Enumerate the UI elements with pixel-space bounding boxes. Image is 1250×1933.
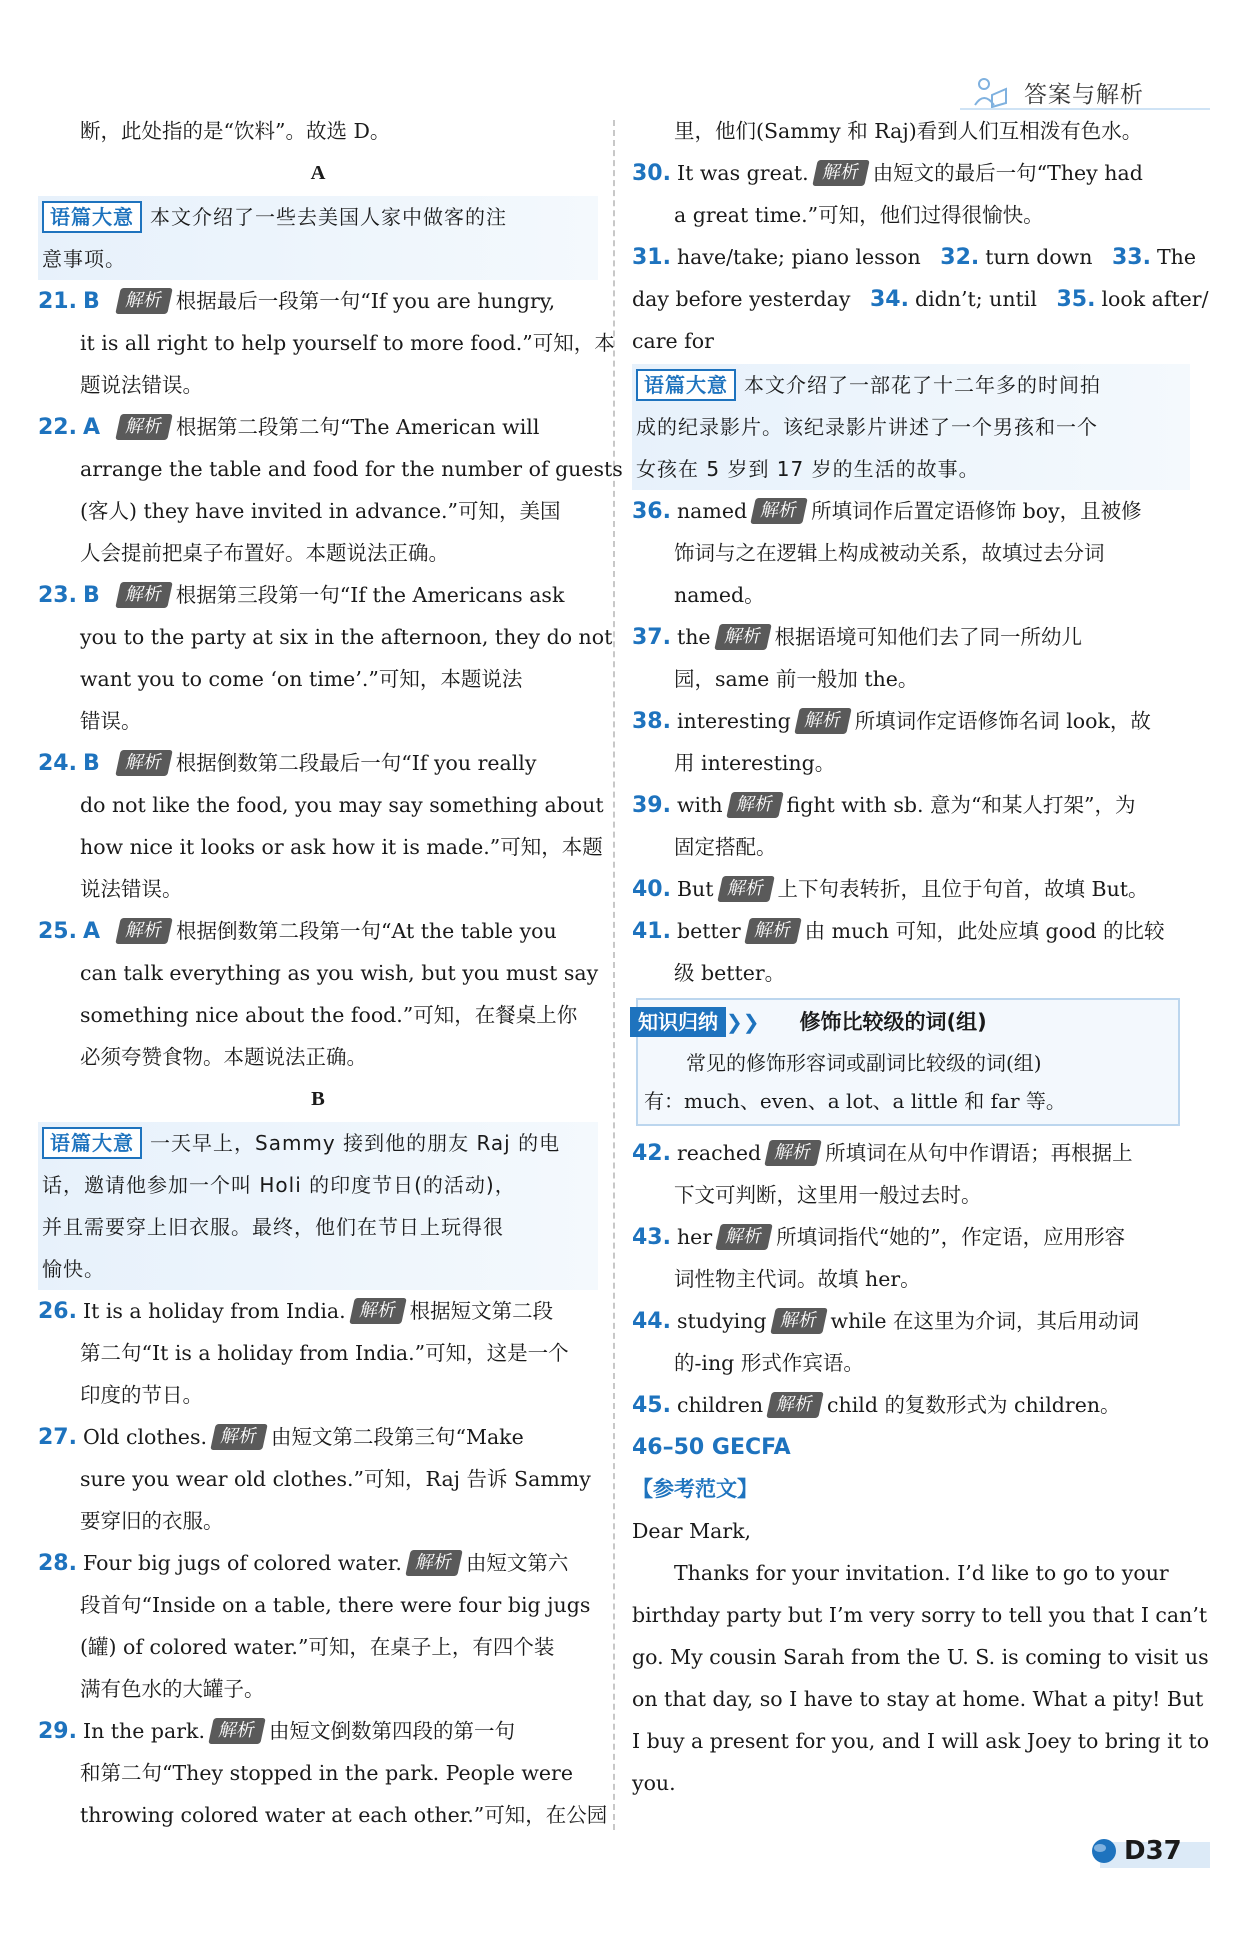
question-37: 37. the 解析 根据语境可知他们去了同一所幼儿 园，same 前一般加 the。 (632, 625, 1083, 691)
gist-badge: 语篇大意 (42, 1127, 142, 1159)
question-25: 25. A 解析 根据倒数第二段第一句“At the table you can talk everything as you wish, but you must say something nice about the food.”可知，在餐桌上你 必须夸赞食物。本题说法正确。 (38, 919, 599, 1069)
question-39: 39. with 解析 fight with sb. 意为“和某人打架”，为 固定搭配。 (632, 793, 1136, 859)
questions-31-35: 31. have/take; piano lesson 32. turn down 33. The day before yesterday 34. didn’t; until 35. look after/ care for (632, 245, 1209, 353)
questions-46-50: 46–50 GECFA (632, 1435, 791, 1460)
analysis-tag: 解析 (349, 1298, 407, 1324)
question-38: 38. interesting 解析 所填词作定语修饰名词 look，故 用 interesting。 (632, 709, 1151, 775)
analysis-tag: 解析 (405, 1550, 463, 1576)
analysis-tag: 解析 (115, 750, 173, 776)
question-36: 36. named 解析 所填词作后置定语修饰 boy，且被修 饰词与之在逻辑上构成被动关系，故填过去分词 named。 (632, 499, 1142, 607)
analysis-tag: 解析 (750, 498, 808, 524)
question-29: 29. In the park. 解析 由短文倒数第四段的第一句 和第二句“They stopped in the park. People were throwing colored water at each other.”可知，在公园 (38, 1719, 608, 1827)
analysis-tag: 解析 (115, 918, 173, 944)
analysis-tag: 解析 (726, 792, 784, 818)
analysis-tag: 解析 (115, 582, 173, 608)
knowledge-summary-box: 知识归纳 ❯❯ 修饰比较级的词(组) 常见的修饰形容词或副词比较级的词(组) 有：much、even、a lot、a little 和 far 等。 (636, 998, 1180, 1126)
question-27: 27. Old clothes. 解析 由短文第二段第三句“Make sure you wear old clothes.”可知，Raj 告诉 Sammy 要穿旧的衣服。 (38, 1425, 591, 1533)
knowledge-tag: 知识归纳 (630, 1007, 726, 1037)
section-a-heading: A (310, 162, 326, 184)
question-28: 28. Four big jugs of colored water. 解析 由短文第六 段首句“Inside on a table, there were four big jugs (罐) of colored water.”可知，在桌子上，有四个装 满有色水的大罐子。 (38, 1551, 591, 1701)
question-44: 44. studying 解析 while 在这里为介词，其后用动词 的-ing 形式作宾语。 (632, 1309, 1140, 1375)
analysis-tag: 解析 (115, 288, 173, 314)
header-title: 答案与解析 (1024, 81, 1144, 108)
question-45: 45. children 解析 child 的复数形式为 children。 (632, 1393, 1121, 1418)
right-column (632, 110, 1210, 1804)
analysis-tag: 解析 (744, 918, 802, 944)
analysis-tag: 解析 (770, 1308, 828, 1334)
continued-text: 里，他们(Sammy 和 Raj)看到人们互相泼有色水。 (674, 119, 1143, 143)
gist-badge: 语篇大意 (636, 369, 736, 401)
question-41: 41. better 解析 由 much 可知，此处应填 good 的比较 级 better。 (632, 919, 1165, 985)
column-divider (613, 120, 615, 1830)
person-reading-icon (970, 75, 1010, 109)
globe-icon (1090, 1837, 1118, 1865)
model-essay-label: 【参考范文】 (632, 1477, 758, 1501)
gist-c: 语篇大意 本文介绍了一部花了十二年多的时间拍 成的纪录影片。该纪录影片讲述了一个男孩和一个 女孩在 5 岁到 17 岁的生活的故事。 (632, 364, 1190, 490)
question-43: 43. her 解析 所填词指代“她的”，作定语，应用形容 词性物主代词。故填 her。 (632, 1225, 1126, 1291)
continued-text: 断，此处指的是“饮料”。故选 D。 (80, 119, 391, 143)
question-21: 21. B 解析 根据最后一段第一句“If you are hungry, it is all right to help yourself to more food.”可知，本 题说法错误。 (38, 289, 615, 397)
analysis-tag: 解析 (764, 1140, 822, 1166)
model-essay: Dear Mark, Thanks for your invitation. I’d like to go to your birthday party but I’m very sorry to tell you that I can’t go. My cousin Sarah from the U. S. is coming to visit us on that day, so I have to stay at home. What a pity! But I buy a present for you, and I will ask Joey to bring it to you. (632, 1519, 1210, 1795)
analysis-tag: 解析 (210, 1424, 268, 1450)
page-number-text: D37 (1124, 1836, 1182, 1866)
double-chevron-icon: ❯❯ (726, 1010, 760, 1034)
page-header (970, 72, 1144, 112)
page-number (1090, 1836, 1182, 1866)
knowledge-title: 修饰比较级的词(组) (799, 1010, 987, 1034)
analysis-tag: 解析 (794, 708, 852, 734)
analysis-tag: 解析 (717, 876, 775, 902)
question-40: 40. But 解析 上下句表转折，且位于句首，故填 But。 (632, 877, 1149, 902)
analysis-tag: 解析 (115, 414, 173, 440)
analysis-tag: 解析 (714, 624, 772, 650)
left-column (38, 110, 623, 1836)
question-22: 22. A 解析 根据第二段第二句“The American will arrange the table and food for the number of guests (客人) they have invited in advance.”可知，美国 人会提前把桌子布置好。本题说法正确。 (38, 415, 623, 565)
question-23: 23. B 解析 根据第三段第一句“If the Americans ask you to the party at six in the afternoon, they do not want you to come ‘on time’.”可知，本题说法 错误。 (38, 583, 613, 733)
analysis-tag: 解析 (812, 160, 870, 186)
question-24: 24. B 解析 根据倒数第二段最后一句“If you really do not like the food, you may say something about how nice it looks or ask how it is made.”可知，本题 说法错误。 (38, 751, 604, 901)
analysis-tag: 解析 (208, 1718, 266, 1744)
gist-b: 语篇大意 一天早上，Sammy 接到他的朋友 Raj 的电 话，邀请他参加一个叫 Holi 的印度节日(的活动)， 并且需要穿上旧衣服。最终，他们在节日上玩得很 愉快。 (38, 1122, 598, 1290)
gist-a: 语篇大意 本文介绍了一些去美国人家中做客的注 意事项。 (38, 196, 598, 280)
analysis-tag: 解析 (766, 1392, 824, 1418)
question-30: 30. It was great. 解析 由短文的最后一句“They had a great time.”可知，他们过得很愉快。 (632, 161, 1143, 227)
gist-badge: 语篇大意 (42, 201, 142, 233)
section-b-heading: B (311, 1088, 325, 1110)
analysis-tag: 解析 (715, 1224, 773, 1250)
question-42: 42. reached 解析 所填词在从句中作谓语；再根据上 下文可判断，这里用一般过去时。 (632, 1141, 1133, 1207)
question-26: 26. It is a holiday from India. 解析 根据短文第二段 第二句“It is a holiday from India.”可知，这是一个 印度的节日。 (38, 1299, 569, 1407)
